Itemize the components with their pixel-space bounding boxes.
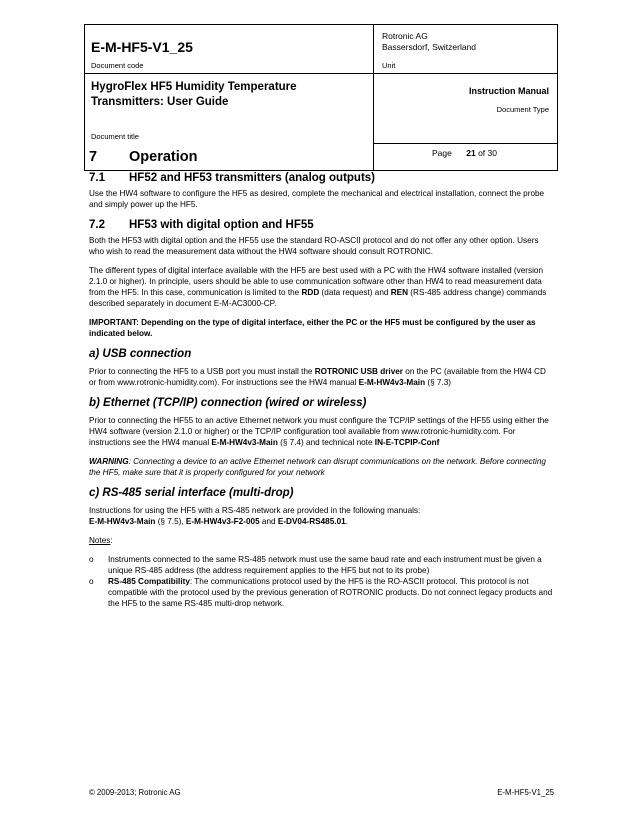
ethernet-heading: b) Ethernet (TCP/IP) connection (wired or wireless) [89,397,367,409]
section-title: Operation [129,149,198,165]
title-line-1: HygroFlex HF5 Humidity Temperature [91,81,297,93]
text: (§ 7.5), [155,517,186,526]
page-total: of 30 [478,148,497,158]
subsection-7-2-heading [89,220,555,231]
text: (data request) and [319,288,391,297]
bullet-icon: o [89,555,94,564]
notes-list [89,554,555,609]
company-name: Rotronic AG [382,31,428,41]
paragraph [89,366,555,388]
section-number: 7 [89,149,98,165]
bold-text: E-M-HW4v3-F2-005 [185,517,260,526]
paragraph: Both the HF53 with digital option and the HF55 use the standard RO-ASCII protocol and do not offer any other option. Users who wish to read the measurement data without the HW4 software should consult ROTRONIC. [89,236,539,256]
notes-label [89,535,555,546]
document-id: E-M-HF5-V1_25 [91,39,193,55]
title-line-2: Transmitters: User Guide [91,96,229,108]
subsection-7-1-heading [89,173,555,184]
text: Prior to connecting the HF5 to a USB port you must install the [89,367,315,376]
warning-note [89,456,555,478]
usb-heading: a) USB connection [89,348,192,360]
text: : [110,536,113,545]
bullet-icon: o [89,577,94,586]
note-text: : The communications protocol used by the HF5 is the RO-ASCII protocol. This protocol is not compatible with the protocol used by the previous generation of ROTRONIC products. Do not connect legacy products and the HF5 to the same RS-485 multi-drop network. [108,577,553,608]
company-location: Bassersdorf, Switzerland [382,42,477,52]
text: (§ 7.3) [425,378,452,387]
text: Instructions for using the HF5 with a RS-485 network are provided in the following manuals: [89,506,421,515]
command-ren: REN [390,288,409,297]
subsection-number: 7.1 [89,172,105,184]
document-title-label: Document title [91,132,139,141]
warning-label: WARNING [89,457,129,466]
list-item [89,554,555,576]
page-label: Page [432,148,452,158]
rs485-heading: c) RS-485 serial interface (multi-drop) [89,487,294,499]
paragraph: Use the HW4 software to configure the HF5 as desired, complete the mechanical and electrical installation, connect the probe and simply power up the HF5. [89,189,545,209]
list-item [89,576,555,609]
manual-type: Instruction Manual [468,86,549,96]
bold-text: E-M-HW4v3-Main [211,438,278,447]
text: (RS-485 address change) commands described separately in document E-M-AC3000-CP. [89,288,547,308]
warning-text: : Connecting a device to an active Ethernet network can disrupt communications on the network. Before connecting the HF5, make sure that it is properly configured for your network [89,457,546,477]
paragraph [89,415,555,448]
page-content [89,149,555,609]
bold-text: E-M-HW4v3-Main [89,517,156,526]
company-block [382,31,476,53]
bold-text: E-DV04-RS485.01 [277,517,346,526]
subsection-title: HF53 with digital option and HF55 [129,219,314,231]
text: on the PC (available from the HW4 CD or from www.rotronic-humidity.com). For instructions see the HW4 manual [89,367,546,387]
document-title [91,80,297,110]
command-rdd: RDD [301,288,320,297]
footer-copyright: © 2009-2013; Rotronic AG [89,788,181,797]
section-heading [89,149,555,165]
text: and [259,517,278,526]
bold-text: IN-E-TCPIP-Conf [374,438,440,447]
text: . [345,517,348,526]
subsection-title: HF52 and HF53 transmitters (analog outputs) [129,172,376,184]
text: The different types of digital interface available with the HF5 are best used with a PC with the HW4 software installed (version 2.1.0 or higher). In principle, users should be able to use communication software other than HW4 to read measurement data from the HF5. In this case, communication is limited to the [89,266,544,297]
important-note: IMPORTANT: Depending on the type of digital interface, either the PC or the HF5 must be configured by the user as indicated below. [89,318,536,338]
text: Prior to connecting the HF55 to an active Ethernet network you must configure the TCP/IP settings of the HF55 using either the HW4 software (version 2.1.0 or higher) or the TCP/IP configuration tool available from www.rotronic-humidity.com. For instructions see the HW4 manual [89,416,549,447]
text: (§ 7.4) and technical note [277,438,375,447]
subsection-number: 7.2 [89,219,105,231]
document-code-label: Document code [91,61,144,70]
bold-text: ROTRONIC USB driver [314,367,403,376]
paragraph [89,505,555,527]
footer-document-id: E-M-HF5-V1_25 [497,788,554,797]
document-type-label: Document Type [496,105,549,114]
notes-label-text: Notes [89,536,111,545]
bold-text: RS-485 Compatibility [108,577,190,586]
note-text: Instruments connected to the same RS-485 network must use the same baud rate and each instrument must be given a unique RS-485 address (the address requirement applies to the HF5 but not to its probe) [108,555,542,575]
bold-text: E-M-HW4v3-Main [358,378,426,387]
unit-label: Unit [382,61,396,70]
paragraph [89,265,555,309]
page-number: 21 [466,148,476,158]
